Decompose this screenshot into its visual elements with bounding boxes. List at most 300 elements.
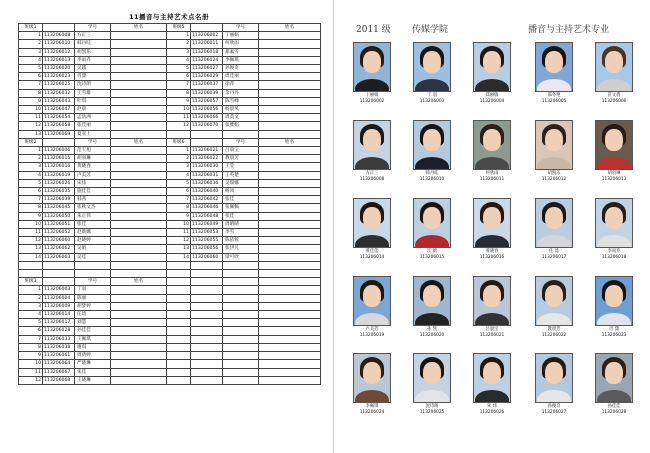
roster-row bbox=[19, 212, 321, 220]
student-id: 113206053 bbox=[191, 229, 223, 237]
student-id: 113206064 bbox=[43, 360, 75, 368]
roster-table bbox=[18, 23, 321, 385]
shoulders-shape bbox=[537, 79, 571, 92]
student-id: 113206027 bbox=[191, 65, 223, 73]
row-number: 11 bbox=[19, 368, 43, 376]
student-id: 113206048 bbox=[191, 212, 223, 220]
col-header-id: 学号 bbox=[223, 138, 259, 146]
col-header-id bbox=[223, 278, 259, 286]
student-id bbox=[191, 294, 223, 302]
student-id bbox=[191, 319, 223, 327]
blank-cell bbox=[111, 40, 167, 48]
blank-cell bbox=[259, 171, 321, 179]
student-id bbox=[191, 335, 223, 343]
blank-cell bbox=[259, 155, 321, 163]
student-id: 113206010 bbox=[43, 40, 75, 48]
page-divider bbox=[333, 0, 334, 453]
student-name: 宋 炜 bbox=[487, 404, 497, 409]
row-number: 7 bbox=[19, 196, 43, 204]
student-name bbox=[223, 352, 259, 360]
student-name bbox=[223, 343, 259, 351]
student-name: 徐萍 bbox=[223, 81, 259, 89]
row-number bbox=[167, 261, 191, 269]
roster-row bbox=[19, 311, 321, 319]
roster-row bbox=[19, 89, 321, 97]
student-name: 赵新娜 bbox=[75, 229, 111, 237]
face-shape bbox=[363, 51, 381, 73]
student-name: 张秋文杰 bbox=[75, 204, 111, 212]
row-number bbox=[167, 343, 191, 351]
face-shape bbox=[363, 285, 381, 307]
student-name bbox=[223, 270, 259, 278]
student-photo bbox=[473, 276, 511, 326]
student-name bbox=[223, 130, 259, 138]
roster-header-row bbox=[19, 278, 321, 286]
shoulders-shape bbox=[597, 313, 631, 326]
student-name bbox=[223, 360, 259, 368]
student-id bbox=[191, 368, 223, 376]
student-name: 孙佳佳 bbox=[75, 327, 111, 335]
student-name bbox=[223, 376, 259, 384]
student-photo bbox=[413, 276, 451, 326]
row-number bbox=[167, 130, 191, 138]
student-name: 孙俊奇 bbox=[547, 404, 561, 409]
face-shape bbox=[605, 285, 623, 307]
blank-cell bbox=[111, 65, 167, 73]
blank-cell bbox=[259, 261, 321, 269]
student-id: 113206067 bbox=[43, 368, 75, 376]
roster-row bbox=[19, 130, 321, 138]
shoulders-shape bbox=[537, 390, 571, 403]
row-number: 9 bbox=[19, 352, 43, 360]
grade-label: 2011 级 bbox=[356, 25, 391, 35]
student-name: 郑丽敏 bbox=[485, 93, 499, 98]
shoulders-shape bbox=[415, 313, 449, 326]
row-number: 9 bbox=[167, 97, 191, 105]
student-photo bbox=[595, 198, 633, 248]
face-shape bbox=[605, 362, 623, 384]
col-header-id: 学号 bbox=[75, 24, 111, 32]
blank-cell bbox=[259, 245, 321, 253]
blank-cell bbox=[259, 204, 321, 212]
student-id bbox=[43, 270, 75, 278]
student-name: 黄晓春 bbox=[485, 249, 499, 254]
student-name: 赵晓婷 bbox=[75, 237, 111, 245]
roster-row bbox=[19, 220, 321, 228]
row-number: 4 bbox=[167, 171, 191, 179]
shoulders-shape bbox=[415, 390, 449, 403]
roster-row bbox=[19, 196, 321, 204]
student-id: 113206014 bbox=[43, 311, 75, 319]
student-id: 113206042 bbox=[191, 196, 223, 204]
student-name: 夏亚上 bbox=[75, 130, 111, 138]
face-shape bbox=[423, 285, 441, 307]
col-header-name bbox=[259, 278, 321, 286]
student-id: 113206021 bbox=[479, 333, 505, 338]
student-id: 113206035 bbox=[43, 188, 75, 196]
student-photo bbox=[535, 353, 573, 403]
student-id: 113206060 bbox=[43, 237, 75, 245]
student-name bbox=[223, 302, 259, 310]
roster-row bbox=[19, 48, 321, 56]
student-id: 113206047 bbox=[43, 106, 75, 114]
student-name bbox=[223, 261, 259, 269]
student-id: 113206022 bbox=[191, 155, 223, 163]
blank-cell bbox=[111, 188, 167, 196]
student-name: 施佳佳 bbox=[75, 188, 111, 196]
student-id: 113206011 bbox=[479, 177, 505, 182]
student-name: 韩茜 bbox=[75, 196, 111, 204]
student-name: 沈诗朗 bbox=[75, 81, 111, 89]
student-name: 朱正伟 bbox=[75, 212, 111, 220]
student-id: 113206063 bbox=[43, 253, 75, 261]
student-id: 113206066 bbox=[191, 114, 223, 122]
face-shape bbox=[423, 362, 441, 384]
major-label: 播音与主持艺术专业 bbox=[528, 25, 610, 35]
student-id: 113206003 bbox=[43, 286, 75, 294]
roster-row bbox=[19, 114, 321, 122]
student-name: 王英楚 bbox=[223, 171, 259, 179]
face-shape bbox=[545, 362, 563, 384]
row-number bbox=[167, 311, 191, 319]
col-header-id: 学号 bbox=[75, 138, 111, 146]
row-number: 10 bbox=[167, 106, 191, 114]
student-name: 谢琪 bbox=[75, 343, 111, 351]
blank-cell bbox=[111, 343, 167, 351]
student-name: 胡凯乐 bbox=[75, 48, 111, 56]
row-number bbox=[167, 352, 191, 360]
student-photo bbox=[595, 42, 633, 92]
row-number: 7 bbox=[167, 81, 191, 89]
student-name: 周倩婷 bbox=[75, 352, 111, 360]
row-number: 9 bbox=[167, 212, 191, 220]
student-name: 教晨芳 bbox=[223, 155, 259, 163]
blank-cell bbox=[259, 311, 321, 319]
row-number: 10 bbox=[19, 360, 43, 368]
student-id: 113206037 bbox=[191, 81, 223, 89]
row-number: 14 bbox=[167, 253, 191, 261]
student-name: 肖潇 bbox=[75, 73, 111, 81]
blank-cell bbox=[111, 229, 167, 237]
student-id: 113206033 bbox=[43, 335, 75, 343]
student-name: 韩丹哇 bbox=[425, 171, 439, 176]
roster-row bbox=[19, 32, 321, 40]
col-header-name: 姓名 bbox=[259, 138, 321, 146]
roster-row bbox=[19, 270, 321, 278]
student-name: 孙佳佳 bbox=[607, 404, 621, 409]
roster-row bbox=[19, 286, 321, 294]
blank-cell bbox=[111, 245, 167, 253]
row-number: 5 bbox=[19, 179, 43, 187]
row-number: 12 bbox=[19, 376, 43, 384]
roster-row bbox=[19, 335, 321, 343]
row-number: 7 bbox=[19, 81, 43, 89]
row-number: 8 bbox=[19, 343, 43, 351]
row-number: 2 bbox=[167, 40, 191, 48]
row-number bbox=[167, 335, 191, 343]
student-id: 113206002 bbox=[191, 32, 223, 40]
student-name: 卢美芳 bbox=[75, 171, 111, 179]
student-name: 黄晓春 bbox=[75, 163, 111, 171]
student-id bbox=[191, 261, 223, 269]
row-number bbox=[167, 376, 191, 384]
student-id: 113206045 bbox=[43, 204, 75, 212]
student-id bbox=[191, 286, 223, 294]
shoulders-shape bbox=[597, 157, 631, 170]
blank-cell bbox=[111, 237, 167, 245]
student-photo bbox=[473, 42, 511, 92]
student-name: 教晨芳 bbox=[547, 327, 561, 332]
roster-row bbox=[19, 188, 321, 196]
student-id: 113206021 bbox=[191, 147, 223, 155]
row-number: 7 bbox=[167, 196, 191, 204]
student-name: 胡羽琳 bbox=[607, 171, 621, 176]
student-id: 113206004 bbox=[479, 99, 505, 104]
student-id: 113206020 bbox=[419, 333, 445, 338]
student-name: 吴瑞娜 bbox=[223, 179, 259, 187]
student-id: 113206016 bbox=[479, 255, 505, 260]
student-name bbox=[223, 319, 259, 327]
row-number: 3 bbox=[167, 163, 191, 171]
student-name: 刘慧 bbox=[75, 319, 111, 327]
row-number: 3 bbox=[19, 48, 43, 56]
row-number: 1 bbox=[19, 286, 43, 294]
face-shape bbox=[483, 51, 501, 73]
student-photo bbox=[535, 120, 573, 170]
student-name: 卢美芳 bbox=[365, 327, 379, 332]
blank-cell bbox=[259, 360, 321, 368]
row-number: 11 bbox=[167, 114, 191, 122]
blank-cell bbox=[259, 294, 321, 302]
row-number: 5 bbox=[19, 319, 43, 327]
row-number: 7 bbox=[19, 335, 43, 343]
roster-row bbox=[19, 319, 321, 327]
shoulders-shape bbox=[475, 157, 509, 170]
student-name: 张伊凡 bbox=[223, 245, 259, 253]
col-header-empty bbox=[43, 138, 75, 146]
roster-row bbox=[19, 360, 321, 368]
col-header-id: 学号 bbox=[75, 278, 111, 286]
row-number: 10 bbox=[167, 220, 191, 228]
shoulders-shape bbox=[355, 79, 389, 92]
student-photo bbox=[473, 120, 511, 170]
row-number: 1 bbox=[167, 32, 191, 40]
student-photo bbox=[353, 198, 391, 248]
row-number: 6 bbox=[167, 188, 191, 196]
blank-cell bbox=[111, 360, 167, 368]
face-shape bbox=[423, 51, 441, 73]
student-name: 王雪雄 bbox=[75, 89, 111, 97]
student-id: 113206051 bbox=[43, 220, 75, 228]
roster-row bbox=[19, 343, 321, 351]
blank-cell bbox=[111, 163, 167, 171]
student-id: 113206014 bbox=[359, 255, 385, 260]
face-shape bbox=[483, 129, 501, 151]
roster-header-row bbox=[19, 138, 321, 146]
row-number bbox=[19, 261, 43, 269]
row-number: 6 bbox=[19, 73, 43, 81]
shoulders-shape bbox=[355, 235, 389, 248]
row-number: 9 bbox=[19, 212, 43, 220]
student-id: 113206028 bbox=[43, 327, 75, 335]
student-name bbox=[223, 335, 259, 343]
shoulders-shape bbox=[537, 157, 571, 170]
student-name: 赵晨 bbox=[75, 106, 111, 114]
student-name: 张佳 bbox=[75, 220, 111, 228]
blank-cell bbox=[259, 368, 321, 376]
student-name: 胡凯乐 bbox=[547, 171, 561, 176]
student-id: 113206023 bbox=[43, 73, 75, 81]
col-header-name: 姓名 bbox=[111, 138, 167, 146]
student-id: 113206028 bbox=[601, 410, 627, 415]
student-id bbox=[191, 302, 223, 310]
group-label bbox=[167, 278, 191, 286]
student-id: 113206070 bbox=[191, 122, 223, 130]
student-photo bbox=[413, 353, 451, 403]
blank-cell bbox=[259, 376, 321, 384]
row-number: 10 bbox=[19, 106, 43, 114]
blank-cell bbox=[111, 376, 167, 384]
group-label: 班级3 bbox=[19, 278, 43, 286]
student-name: 李佩琪 bbox=[223, 56, 259, 64]
student-photo bbox=[473, 198, 511, 248]
blank-cell bbox=[259, 253, 321, 261]
student-id bbox=[43, 261, 75, 269]
row-number: 2 bbox=[19, 294, 43, 302]
row-number: 8 bbox=[19, 204, 43, 212]
student-name: 任 琦 bbox=[549, 249, 559, 254]
face-shape bbox=[545, 285, 563, 307]
row-number bbox=[167, 302, 191, 310]
col-header-id: 学号 bbox=[223, 24, 259, 32]
col-header-empty bbox=[191, 138, 223, 146]
student-name: 周佳丽 bbox=[223, 73, 259, 81]
blank-cell bbox=[111, 327, 167, 335]
student-photo bbox=[353, 276, 391, 326]
group-label: 班级2 bbox=[19, 138, 43, 146]
blank-cell bbox=[111, 261, 167, 269]
blank-cell bbox=[259, 188, 321, 196]
row-number: 3 bbox=[19, 302, 43, 310]
student-id: 113206009 bbox=[43, 302, 75, 310]
row-number: 1 bbox=[19, 32, 43, 40]
row-number: 8 bbox=[167, 204, 191, 212]
row-number: 4 bbox=[19, 56, 43, 64]
blank-cell bbox=[111, 253, 167, 261]
row-number bbox=[167, 319, 191, 327]
roster-row bbox=[19, 352, 321, 360]
student-id: 113206011 bbox=[191, 40, 223, 48]
blank-cell bbox=[259, 106, 321, 114]
blank-cell bbox=[111, 352, 167, 360]
student-name: 王莹 bbox=[223, 163, 259, 171]
student-photo bbox=[595, 276, 633, 326]
blank-cell bbox=[111, 368, 167, 376]
face-shape bbox=[545, 207, 563, 229]
blank-cell bbox=[259, 81, 321, 89]
student-name bbox=[223, 327, 259, 335]
row-number: 5 bbox=[167, 65, 191, 73]
student-id: 113206020 bbox=[43, 65, 75, 73]
blank-cell bbox=[111, 212, 167, 220]
student-name: 韩丹哇 bbox=[75, 40, 111, 48]
student-name: 杨晨凤 bbox=[223, 106, 259, 114]
row-number: 12 bbox=[167, 122, 191, 130]
col-header-name: 姓名 bbox=[111, 24, 167, 32]
student-name bbox=[75, 270, 111, 278]
student-name: 吴越 bbox=[75, 65, 111, 73]
roster-row bbox=[19, 376, 321, 384]
face-shape bbox=[423, 207, 441, 229]
row-number: 9 bbox=[19, 97, 43, 105]
student-name: 余丹丹 bbox=[223, 89, 259, 97]
shoulders-shape bbox=[415, 235, 449, 248]
student-name: 丁丽娟 bbox=[223, 32, 259, 40]
blank-cell bbox=[259, 130, 321, 138]
roster-title: 11播音与主持艺术点名册 bbox=[128, 13, 210, 21]
roster-header-row bbox=[19, 24, 321, 32]
student-id: 113206027 bbox=[541, 410, 567, 415]
row-number: 1 bbox=[19, 147, 43, 155]
blank-cell bbox=[111, 335, 167, 343]
student-id: 113206069 bbox=[43, 130, 75, 138]
blank-cell bbox=[259, 179, 321, 187]
col-header-empty bbox=[43, 24, 75, 32]
student-id: 113206004 bbox=[43, 294, 75, 302]
shoulders-shape bbox=[475, 313, 509, 326]
row-number: 1 bbox=[167, 147, 191, 155]
student-name: 丁丽娟 bbox=[365, 93, 379, 98]
shoulders-shape bbox=[475, 390, 509, 403]
student-id: 113206058 bbox=[43, 122, 75, 130]
blank-cell bbox=[111, 32, 167, 40]
blank-cell bbox=[111, 319, 167, 327]
student-photo bbox=[353, 353, 391, 403]
student-id: 113206040 bbox=[191, 188, 223, 196]
student-photo bbox=[353, 120, 391, 170]
blank-cell bbox=[111, 171, 167, 179]
blank-cell bbox=[259, 352, 321, 360]
row-number: 13 bbox=[19, 245, 43, 253]
student-name: 范天旭 bbox=[75, 147, 111, 155]
student-id bbox=[191, 352, 223, 360]
student-name: 肖 潇 bbox=[609, 327, 619, 332]
student-id: 113206056 bbox=[191, 106, 223, 114]
student-photo bbox=[595, 120, 633, 170]
student-name: 邵冬艳 bbox=[547, 93, 561, 98]
blank-cell bbox=[259, 122, 321, 130]
roster-row bbox=[19, 302, 321, 310]
student-name: 王晓琳 bbox=[75, 376, 111, 384]
row-number: 6 bbox=[19, 188, 43, 196]
shoulders-shape bbox=[475, 79, 509, 92]
roster-row bbox=[19, 327, 321, 335]
row-number: 4 bbox=[167, 56, 191, 64]
student-id: 113206006 bbox=[601, 99, 627, 104]
student-name: 张佳 bbox=[223, 196, 259, 204]
student-id: 113206039 bbox=[43, 196, 75, 204]
student-name: 方正三 bbox=[75, 32, 111, 40]
blank-cell bbox=[259, 220, 321, 228]
student-name bbox=[223, 368, 259, 376]
blank-cell bbox=[259, 89, 321, 97]
student-id: 113206006 bbox=[43, 147, 75, 155]
student-name: 孟浩洲 bbox=[75, 114, 111, 122]
student-name: 沈诗朗 bbox=[425, 404, 439, 409]
row-number: 13 bbox=[19, 130, 43, 138]
blank-cell bbox=[111, 97, 167, 105]
row-number: 5 bbox=[19, 65, 43, 73]
